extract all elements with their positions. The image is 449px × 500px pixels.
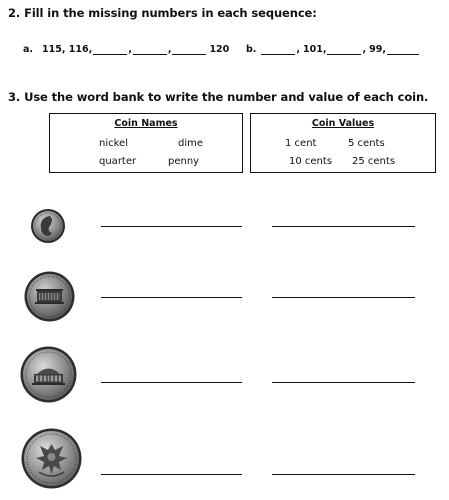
sequence-given: 101,	[303, 44, 327, 55]
word-bank-item: 1 cent	[285, 138, 317, 149]
nickel-icon	[20, 346, 77, 403]
sequence-given: 120	[209, 44, 230, 55]
separator: ,	[296, 44, 301, 55]
question-number: 3.	[8, 90, 21, 104]
question-2-title	[8, 6, 317, 20]
penny-icon	[24, 271, 75, 322]
sequence-b	[246, 44, 420, 55]
coin-values-box	[250, 113, 436, 173]
question-text: and	[280, 90, 305, 104]
question-emphasis: value	[308, 90, 344, 104]
answer-blank[interactable]	[93, 53, 127, 55]
word-bank-item: dime	[178, 138, 204, 149]
coin-name-answer-line[interactable]	[101, 226, 242, 227]
word-bank-item: penny	[168, 156, 200, 167]
question-emphasis: missing numbers	[88, 6, 198, 20]
separator: ,	[167, 44, 172, 55]
question-3-title	[8, 90, 428, 104]
coin-name-answer-line[interactable]	[101, 297, 242, 298]
word-bank-item: quarter	[99, 156, 137, 167]
word-bank-item: 5 cents	[348, 138, 385, 149]
answer-blank[interactable]	[327, 53, 361, 55]
sequence-a	[23, 44, 229, 55]
word-bank-item: nickel	[99, 138, 128, 149]
coin-value-answer-line[interactable]	[272, 297, 415, 298]
sequence-label: a.	[23, 44, 34, 55]
coin-values-title: Coin Values	[311, 118, 375, 129]
question-text: of each coin.	[346, 90, 429, 104]
word-bank-item: 10 cents	[289, 156, 333, 167]
sequence-label: b.	[246, 44, 257, 55]
question-emphasis: number	[227, 90, 277, 104]
coin-value-answer-line[interactable]	[272, 382, 415, 383]
separator: ,	[128, 44, 132, 55]
coin-value-answer-line[interactable]	[272, 474, 415, 475]
answer-blank[interactable]	[133, 53, 167, 55]
coin-names-title: Coin Names	[114, 118, 178, 129]
question-text: Fill in the	[24, 6, 85, 20]
coin-name-answer-line[interactable]	[101, 474, 242, 475]
sequence-given: 115, 116,	[42, 44, 93, 55]
answer-blank[interactable]	[387, 53, 419, 55]
coin-names-box	[49, 113, 243, 173]
question-text: Use the word bank to write the	[24, 90, 224, 104]
coin-value-answer-line[interactable]	[272, 226, 415, 227]
separator: ,	[362, 44, 367, 55]
question-text: in each sequence:	[201, 6, 317, 20]
word-bank-item: 25 cents	[352, 156, 396, 167]
coin-name-answer-line[interactable]	[101, 382, 242, 383]
dime-icon	[30, 208, 66, 244]
answer-blank[interactable]	[172, 53, 206, 55]
answer-blank[interactable]	[261, 53, 295, 55]
question-number: 2.	[8, 6, 21, 20]
quarter-icon	[21, 428, 82, 489]
sequence-given: 99,	[369, 44, 386, 55]
